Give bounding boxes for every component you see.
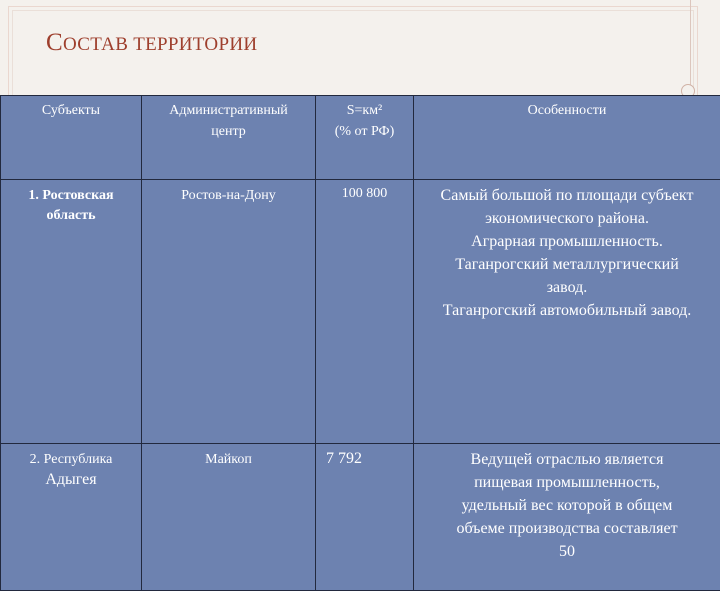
header-features-label: Особенности [414,100,720,121]
header-admin-center [142,96,316,180]
row2-area: 7 792 [316,444,414,591]
row2-admin-center: Майкоп [142,444,316,591]
row1-feature-line: Самый большой по площади субъект [414,184,720,207]
row1-admin-center: Ростов-на-Дону [142,180,316,444]
header-admin-center-line1: Административный [142,100,315,121]
row1-feature-line: Аграрная промышленность. [414,230,720,253]
header-subjects [1,96,142,180]
table-header-row [1,96,720,180]
row2-subject-line2: Адыгея [1,470,141,490]
slide-title-first-letter: С [46,29,63,56]
row1-feature-line: завод. [414,276,720,299]
slide-title-rest: ОСТАВ ТЕРРИТОРИИ [63,34,257,55]
territory-table [0,95,720,591]
header-area-line2: (% от РФ) [316,121,413,142]
row1-subject [1,180,142,444]
row2-subject-line1: 2. Республика [1,450,141,470]
row1-subject-line1: 1. Ростовская [1,186,141,206]
slide-title [46,30,257,55]
table-row [1,444,720,591]
decorative-vertical-line [690,0,691,90]
row2-features [414,444,720,591]
row1-feature-line: Таганрогский металлургический [414,253,720,276]
header-area [316,96,414,180]
header-admin-center-line2: центр [142,121,315,142]
row2-subject [1,444,142,591]
header-subjects-label: Субъекты [1,100,141,121]
row2-feature-line: пищевая промышленность, [414,471,720,494]
row1-subject-line2: область [1,206,141,226]
row2-feature-line: Ведущей отраслью является [414,448,720,471]
row2-feature-line: объеме производства составляет [414,517,720,540]
row2-feature-line: 50 [414,540,720,563]
row1-features [414,180,720,444]
row2-feature-line: удельный вес которой в общем [414,494,720,517]
table-row [1,180,720,444]
row1-area: 100 800 [316,180,414,444]
header-features [414,96,720,180]
header-area-line1: S=км² [316,100,413,121]
row1-feature-line: Таганрогский автомобильный завод. [414,299,720,322]
row1-feature-line: экономического района. [414,207,720,230]
